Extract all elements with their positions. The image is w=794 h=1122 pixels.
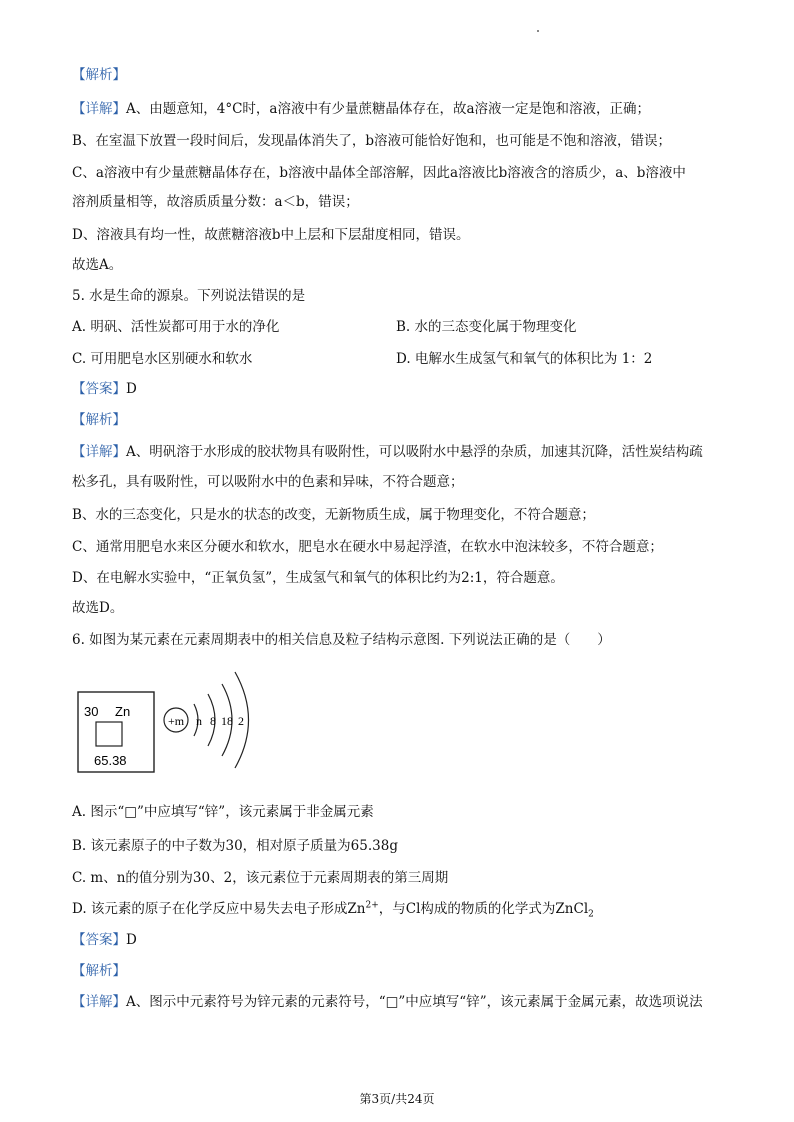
q4-conclusion: 故选A。	[72, 257, 123, 273]
q6-answer-value: D	[126, 932, 137, 948]
atomic-number: 30	[84, 704, 99, 719]
shell-2-electrons: 8	[210, 714, 216, 728]
q5-option-a: A. 明矾、活性炭都可用于水的净化	[72, 319, 280, 335]
periodic-table-cell	[78, 692, 154, 772]
q5-answer	[72, 380, 137, 398]
scan-dot	[537, 30, 539, 32]
q4-detail-a-text: A、由题意知，4°C时，a溶液中有少量蔗糖晶体存在，故a溶液一定是饱和溶液，正确；	[126, 101, 651, 117]
q4-analysis-tag: 【解析】	[72, 67, 126, 83]
element-diagram	[72, 662, 272, 782]
q6-answer-tag: 【答案】	[72, 932, 126, 948]
element-symbol: Zn	[115, 704, 131, 719]
q6-option-d-charge: 2+	[365, 900, 379, 911]
shell-1-electrons: n	[196, 714, 202, 728]
q5-detail-d: D、在电解水实验中，“正氧负氢”，生成氢气和氧气的体积比约为2:1，符合题意。	[72, 570, 564, 586]
q6-option-d-mid: ，与Cl构成的物质的化学式为ZnCl	[378, 901, 589, 917]
q5-option-c: C. 可用肥皂水区别硬水和软水	[72, 351, 253, 367]
shell-4-electrons: 2	[238, 714, 244, 728]
q5-answer-tag: 【答案】	[72, 381, 126, 397]
q6-detail-a	[72, 993, 703, 1011]
q6-stem: 6. 如图为某元素在元素周期表中的相关信息及粒子结构示意图. 下列说法正确的是（ ）	[72, 632, 611, 648]
q4-detail-c2: 溶剂质量相等，故溶质质量分数：a＜b，错误；	[72, 194, 359, 210]
q6-analysis-tag: 【解析】	[72, 963, 126, 979]
q5-detail-a1	[72, 443, 703, 461]
q5-option-b: B. 水的三态变化属于物理变化	[396, 319, 577, 335]
nucleus-charge: +m	[168, 714, 185, 728]
name-blank-box	[96, 722, 122, 746]
q5-conclusion: 故选D。	[72, 600, 124, 616]
q4-detail-a	[72, 100, 650, 118]
q6-option-d-pre: D. 该元素的原子在化学反应中易失去电子形成Zn	[72, 901, 366, 917]
page-footer: 第3页/共24页	[359, 1092, 435, 1106]
q6-detail-tag: 【详解】	[72, 994, 126, 1010]
q5-option-d: D. 电解水生成氢气和氧气的体积比为 1：2	[396, 351, 653, 367]
q5-answer-value: D	[126, 381, 137, 397]
q6-option-b: B. 该元素原子的中子数为30，相对原子质量为65.38g	[72, 838, 398, 854]
atomic-mass: 65.38	[94, 753, 127, 768]
q6-option-d	[72, 900, 594, 918]
q5-analysis-tag: 【解析】	[72, 412, 126, 428]
q4-detail-b: B、在室温下放置一段时间后，发现晶体消失了，b溶液可能恰好饱和，也可能是不饱和溶液，错误；	[72, 133, 672, 149]
q6-detail-a-text: A、图示中元素符号为锌元素的元素符号，“□”中应填写“锌”，该元素属于金属元素，故选项说法	[126, 994, 703, 1010]
q5-detail-b: B、水的三态变化，只是水的状态的改变，无新物质生成，属于物理变化，不符合题意；	[72, 507, 595, 523]
q4-detail-c1: C、a溶液中有少量蔗糖晶体存在，b溶液中晶体全部溶解，因此a溶液比b溶液含的溶质少，a、b溶液中	[72, 165, 686, 181]
shell-3-electrons: 18	[221, 714, 233, 728]
q6-answer	[72, 931, 137, 949]
q4-detail-d: D、溶液具有均一性，故蔗糖溶液b中上层和下层甜度相同，错误。	[72, 227, 470, 243]
q5-detail-c: C、通常用肥皂水来区分硬水和软水，肥皂水在硬水中易起浮渣，在软水中泡沫较多，不符合题意；	[72, 539, 663, 555]
q5-detail-a2: 松多孔，具有吸附性，可以吸附水中的色素和异味，不符合题意；	[72, 474, 464, 490]
q5-stem: 5. 水是生命的源泉。下列说法错误的是	[72, 288, 306, 304]
q6-option-c: C. m、n的值分别为30、2，该元素位于元素周期表的第三周期	[72, 870, 449, 886]
q4-detail-tag: 【详解】	[72, 101, 126, 117]
atom-structure	[164, 672, 249, 768]
q5-detail-tag: 【详解】	[72, 444, 126, 460]
q6-option-d-subscript: 2	[588, 909, 594, 920]
q6-option-a: A. 图示“□”中应填写“锌”，该元素属于非金属元素	[72, 804, 374, 820]
q5-detail-a1-text: A、明矾溶于水形成的胶状物具有吸附性，可以吸附水中悬浮的杂质，加速其沉降，活性炭结构疏	[126, 444, 703, 460]
